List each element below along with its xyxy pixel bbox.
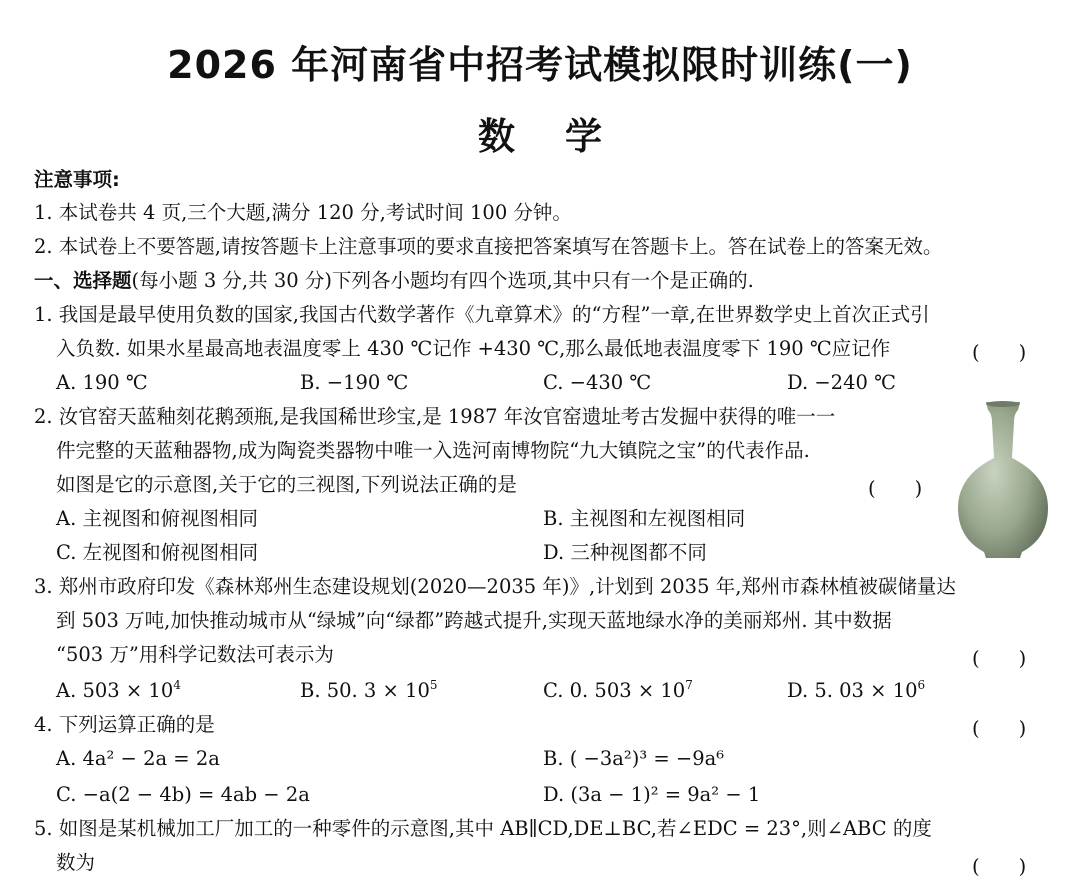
q2-stem-line1: 2. 汝官窑天蓝釉刻花鹅颈瓶,是我国稀世珍宝,是 1987 年汝官窑遗址考古发掘中获得的唯一一 [34, 405, 836, 428]
q3-stem-line1: 3. 郑州市政府印发《森林郑州生态建设规划(2020—2035 年)》,计划到 2035 年,郑州市森林植被碳储量达 [34, 575, 956, 598]
q4-option-d: D. (3a − 1)² = 9a² − 1 [543, 783, 761, 806]
q5-stem-line2: 数为 [56, 851, 96, 874]
q1-option-b: B. −190 ℃ [300, 371, 409, 394]
q2-option-b: B. 主视图和左视图相同 [543, 507, 746, 530]
section-label: 一、选择题 [34, 269, 132, 292]
q4-option-a: A. 4a² − 2a = 2a [56, 747, 220, 770]
q1-option-a: A. 190 ℃ [56, 371, 148, 394]
note-item-1: 1. 本试卷共 4 页,三个大题,满分 120 分,考试时间 100 分钟。 [34, 201, 572, 224]
q2-option-d: D. 三种视图都不同 [543, 541, 707, 564]
q3-option-d: D. 5. $03 \times 10^6$ [787, 678, 926, 702]
q5-stem-line1: 5. 如图是某机械加工厂加工的一种零件的示意图,其中 AB∥CD,DE⊥BC,若∠EDC = 23°,则∠ABC 的度 [34, 817, 932, 840]
section-description: (每小题 3 分,共 30 分)下列各小题均有四个选项,其中只有一个是正确的. [131, 269, 754, 292]
q1-stem-line1: 1. 我国是最早使用负数的国家,我国古代数学著作《九章算术》的“方程”一章,在世界数学史上首次正式引 [34, 303, 930, 326]
q4-stem-line1: 4. 下列运算正确的是 [34, 713, 215, 736]
q3-option-b: B. 50. $3 \times 10^5$ [300, 678, 438, 702]
q2-stem-line2: 件完整的天蓝釉器物,成为陶瓷类器物中唯一入选河南博物院“九大镇院之宝”的代表作品. [56, 439, 810, 462]
exam-title: 2026 年河南省中招考试模拟限时训练(一) [167, 43, 913, 87]
q4-option-c: C. −a(2 − 4b) = 4ab − 2a [56, 783, 310, 806]
vase-image [948, 400, 1058, 560]
q1-stem-line2: 入负数. 如果水星最高地表温度零上 430 ℃记作 +430 ℃,那么最低地表温度零下 190 ℃应记作 [56, 337, 891, 360]
q3-option-c: C. 0. $503 \times 10^7$ [543, 678, 693, 702]
q4-answer-blank: ( ) [972, 717, 1027, 740]
q1-answer-blank: ( ) [972, 341, 1027, 364]
q3-stem-line2: 到 503 万吨,加快推动城市从“绿城”向“绿都”跨越式提升,实现天蓝地绿水净的美丽郑州. 其中数据 [56, 609, 892, 632]
note-item-2: 2. 本试卷上不要答题,请按答题卡上注意事项的要求直接把答案填写在答题卡上。答在试卷上的答案无效。 [34, 235, 943, 258]
q2-stem-line3: 如图是它的示意图,关于它的三视图,下列说法正确的是 [56, 473, 517, 496]
q4-option-b: B. ( −3a²)³ = −9a⁶ [543, 747, 725, 770]
q3-stem-line3: “503 万”用科学记数法可表示为 [56, 643, 334, 666]
q1-option-c: C. −430 ℃ [543, 371, 652, 394]
q2-answer-blank: ( ) [868, 477, 923, 500]
q3-option-a: A. $503 \times 10^4$ [56, 678, 181, 702]
q2-option-c: C. 左视图和俯视图相同 [56, 541, 259, 564]
q2-option-a: A. 主视图和俯视图相同 [56, 507, 258, 530]
section-heading [34, 269, 754, 293]
q5-answer-blank: ( ) [972, 855, 1027, 878]
q3-answer-blank: ( ) [972, 647, 1027, 670]
notes-heading: 注意事项: [34, 168, 120, 191]
q1-option-d: D. −240 ℃ [787, 371, 896, 394]
subject-title: 数学 [478, 115, 652, 158]
